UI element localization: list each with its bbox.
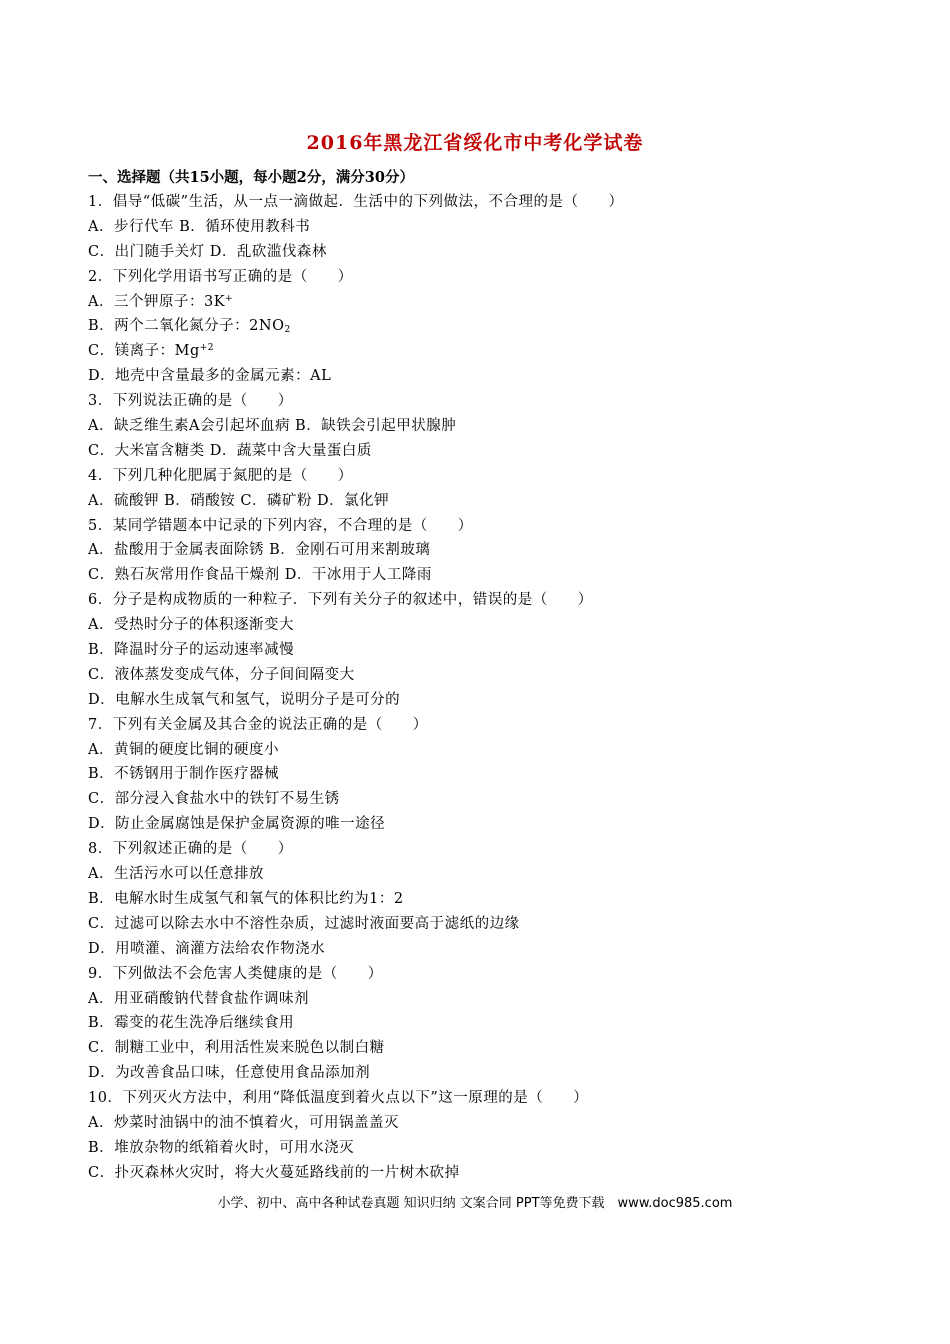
option-line: A．生活污水可以任意排放 bbox=[88, 866, 264, 883]
question-5: 5．某同学错题本中记录的下列内容，不合理的是（ ） bbox=[88, 517, 473, 534]
option-line: A．黄铜的硬度比铜的硬度小 bbox=[88, 741, 279, 758]
option-line: A．缺乏维生素A会引起坏血病 B．缺铁会引起甲状腺肿 bbox=[88, 418, 457, 435]
option-line: C．制糖工业中，利用活性炭来脱色以制白糖 bbox=[88, 1040, 385, 1057]
question-6: 6．分子是构成物质的一种粒子．下列有关分子的叙述中，错误的是（ ） bbox=[88, 592, 593, 609]
option-line: C．液体蒸发变成气体，分子间间隔变大 bbox=[88, 666, 355, 683]
question-8: 8．下列叙述正确的是（ ） bbox=[88, 841, 293, 858]
option-line: B．霉变的花生洗净后继续食用 bbox=[88, 1015, 295, 1032]
option-line: D．用喷灌、滴灌方法给农作物浇水 bbox=[88, 940, 326, 957]
option-line: C．部分浸入食盐水中的铁钉不易生锈 bbox=[88, 791, 340, 808]
option-line: A．用亚硝酸钠代替食盐作调味剂 bbox=[88, 990, 309, 1007]
question-list bbox=[88, 190, 868, 1186]
option-line: D．防止金属腐蚀是保护金属资源的唯一途径 bbox=[88, 816, 386, 833]
option-line: B．不锈钢用于制作医疗器械 bbox=[88, 766, 280, 783]
footer-link[interactable]: 小学、初中、高中各种试卷真题 知识归纳 文案合同 PPT等免费下载 www.doc985.com bbox=[217, 1196, 733, 1211]
option-line: A．三个钾原子：3K+ bbox=[88, 293, 234, 310]
option-line: A．硫酸钾 B．硝酸铵 C．磷矿粉 D．氯化钾 bbox=[88, 492, 390, 509]
formula-subscript: 2 bbox=[284, 325, 291, 336]
option-line: B．堆放杂物的纸箱着火时，可用水浇灭 bbox=[88, 1139, 355, 1156]
ion-charge: + bbox=[225, 293, 234, 304]
ion-charge: +2 bbox=[199, 343, 215, 354]
question-4: 4．下列几种化肥属于氮肥的是（ ） bbox=[88, 467, 353, 484]
option-line: C．扑灭森林火灾时，将大火蔓延路线前的一片树木砍掉 bbox=[88, 1164, 460, 1181]
option-line: C．出门随手关灯 D．乱砍滥伐森林 bbox=[88, 243, 327, 260]
option-line: B．两个二氧化氮分子：$2NO_2$ bbox=[88, 318, 291, 336]
option-line: A．盐酸用于金属表面除锈 B．金刚石可用来割玻璃 bbox=[88, 542, 431, 559]
option-line: C．过滤可以除去水中不溶性杂质，过滤时液面要高于滤纸的边缘 bbox=[88, 915, 520, 932]
option-line: A．炒菜时油锅中的油不慎着火，可用锅盖盖灭 bbox=[88, 1114, 399, 1131]
option-line: C．熟石灰常用作食品干燥剂 D．干冰用于人工降雨 bbox=[88, 567, 432, 584]
option-line: B．降温时分子的运动速率减慢 bbox=[88, 642, 295, 659]
option-line: C．镁离子：$Mg^{+2}$ bbox=[88, 343, 215, 360]
option-line: D．电解水生成氧气和氢气，说明分子是可分的 bbox=[88, 691, 401, 708]
question-7: 7．下列有关金属及其合金的说法正确的是（ ） bbox=[88, 716, 428, 733]
question-10: 10．下列灭火方法中，利用“降低温度到着火点以下”这一原理的是（ ） bbox=[88, 1090, 589, 1107]
exam-title: 2016年黑龙江省绥化市中考化学试卷 bbox=[306, 132, 644, 154]
option-line: B．电解水时生成氢气和氧气的体积比约为1：2 bbox=[88, 890, 404, 907]
question-2: 2．下列化学用语书写正确的是（ ） bbox=[88, 268, 353, 285]
question-9: 9．下列做法不会危害人类健康的是（ ） bbox=[88, 965, 383, 982]
option-line: C．大米富含糖类 D．蔬菜中含大量蛋白质 bbox=[88, 442, 372, 459]
option-line: A．步行代车 B．循环使用教科书 bbox=[88, 218, 311, 235]
option-line: D．地壳中含量最多的金属元素：AL bbox=[88, 368, 332, 385]
section-heading: 一、选择题（共15小题，每小题2分，满分30分） bbox=[88, 169, 414, 186]
option-line: D．为改善食品口味，任意使用食品添加剂 bbox=[88, 1065, 371, 1082]
question-1: 1．倡导“低碳”生活，从一点一滴做起．生活中的下列做法，不合理的是（ ） bbox=[88, 194, 624, 210]
option-line: A．受热时分子的体积逐渐变大 bbox=[88, 617, 294, 634]
question-3: 3．下列说法正确的是（ ） bbox=[88, 393, 293, 410]
